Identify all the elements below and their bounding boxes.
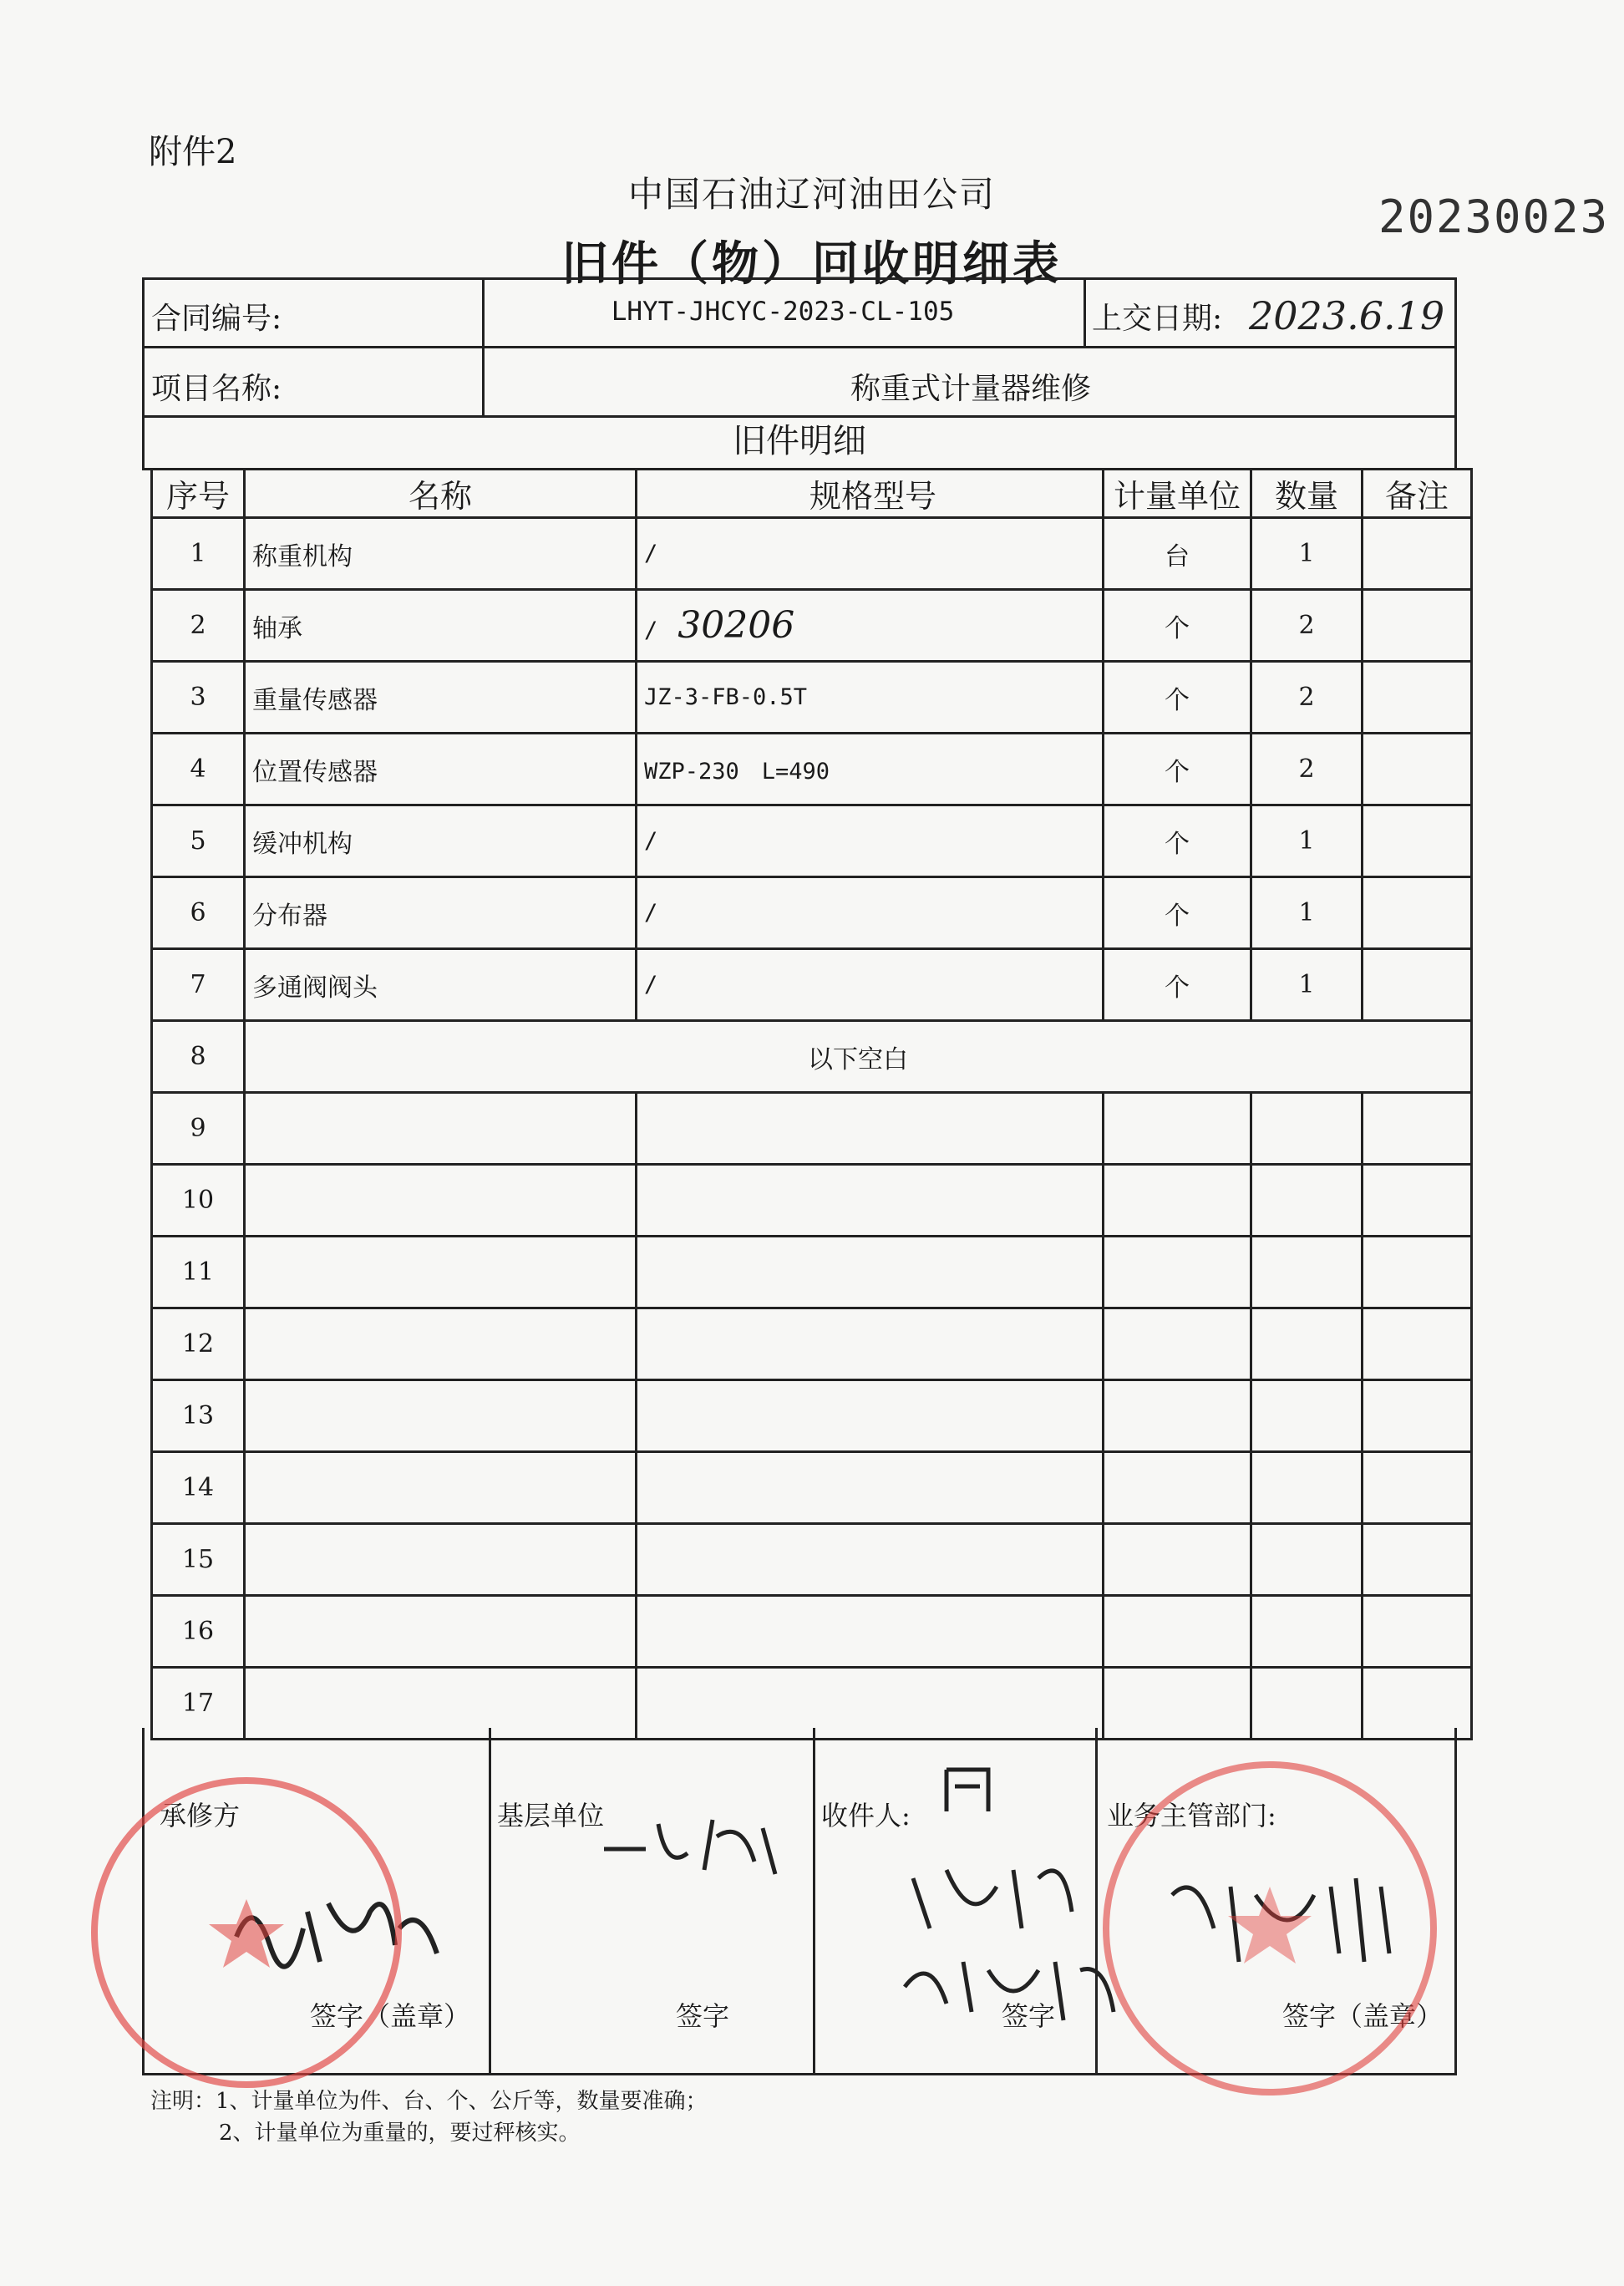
footer-notes <box>150 2085 708 2149</box>
item-remark <box>1363 949 1472 1021</box>
item-name <box>245 1452 637 1524</box>
base-unit-sign-label: 签字 <box>676 2000 730 2032</box>
section-title: 旧件明细 <box>142 415 1457 470</box>
repair-party-label: 承修方 <box>160 1800 241 1831</box>
item-unit <box>1104 1308 1251 1380</box>
item-unit <box>1104 1452 1251 1524</box>
item-qty: 1 <box>1251 805 1363 877</box>
items-table <box>150 468 1473 1740</box>
table-row <box>152 949 1472 1021</box>
row-number: 16 <box>152 1596 245 1668</box>
row-number: 4 <box>152 734 245 805</box>
item-remark <box>1363 1308 1472 1380</box>
item-spec-text: JZ-3-FB-0.5T <box>644 684 808 710</box>
item-remark <box>1363 1596 1472 1668</box>
attachment-label: 附件2 <box>149 133 237 171</box>
col-header-no: 序号 <box>152 470 245 518</box>
item-spec-text: WZP-230 L=490 <box>644 759 830 785</box>
item-remark <box>1363 1380 1472 1452</box>
item-name: 称重机构 <box>245 518 637 590</box>
receiver-sign-label: 签字 <box>1002 2000 1056 2032</box>
item-spec <box>637 1237 1104 1308</box>
note-line-1: 注明：1、计量单位为件、台、个、公斤等，数量要准确； <box>150 2089 708 2114</box>
serial-number: 20230023 <box>1378 190 1610 243</box>
item-spec <box>637 590 1104 662</box>
item-unit: 个 <box>1104 734 1251 805</box>
row-number: 15 <box>152 1524 245 1596</box>
item-unit: 个 <box>1104 949 1251 1021</box>
item-unit <box>1104 1524 1251 1596</box>
item-remark <box>1363 877 1472 949</box>
item-name <box>245 1524 637 1596</box>
table-row <box>152 877 1472 949</box>
item-name: 重量传感器 <box>245 662 637 734</box>
item-name <box>245 1380 637 1452</box>
item-qty: 2 <box>1251 662 1363 734</box>
item-remark <box>1363 1093 1472 1165</box>
item-qty: 1 <box>1251 949 1363 1021</box>
item-qty <box>1251 1308 1363 1380</box>
table-row <box>152 1093 1472 1165</box>
table-row <box>152 518 1472 590</box>
item-spec <box>637 662 1104 734</box>
item-spec <box>637 877 1104 949</box>
contract-label: 合同编号: <box>151 302 282 336</box>
col-header-qty: 数量 <box>1251 470 1363 518</box>
item-unit: 个 <box>1104 662 1251 734</box>
item-qty <box>1251 1380 1363 1452</box>
row-number: 1 <box>152 518 245 590</box>
row-number: 8 <box>152 1021 245 1093</box>
row-number: 5 <box>152 805 245 877</box>
company-name: 中国石油辽河油田公司 <box>627 174 996 215</box>
item-unit: 台 <box>1104 518 1251 590</box>
item-unit <box>1104 1093 1251 1165</box>
dept-label: 业务主管部门: <box>1107 1800 1276 1831</box>
repair-party-sign-label: 签字（盖章） <box>310 2000 471 2032</box>
item-remark <box>1363 805 1472 877</box>
table-row <box>152 1165 1472 1237</box>
item-name: 多通阀阀头 <box>245 949 637 1021</box>
row-number: 2 <box>152 590 245 662</box>
item-name <box>245 1308 637 1380</box>
item-unit: 个 <box>1104 877 1251 949</box>
note-line-2: 2、计量单位为重量的，要过秤核实。 <box>219 2121 581 2146</box>
item-spec <box>637 1308 1104 1380</box>
row-number: 17 <box>152 1668 245 1740</box>
item-spec-text: / <box>644 900 658 926</box>
item-spec <box>637 1093 1104 1165</box>
table-row <box>152 590 1472 662</box>
base-unit-signature <box>596 1803 796 1887</box>
item-unit <box>1104 1380 1251 1452</box>
table-row <box>152 1021 1472 1093</box>
col-header-remark: 备注 <box>1363 470 1472 518</box>
item-unit: 个 <box>1104 805 1251 877</box>
base-unit-label: 基层单位 <box>497 1800 605 1831</box>
row-number: 7 <box>152 949 245 1021</box>
row-number: 10 <box>152 1165 245 1237</box>
receiver-label: 收件人: <box>821 1800 911 1831</box>
item-spec <box>637 949 1104 1021</box>
item-name: 位置传感器 <box>245 734 637 805</box>
item-remark <box>1363 518 1472 590</box>
col-header-spec: 规格型号 <box>637 470 1104 518</box>
item-spec <box>637 1165 1104 1237</box>
item-spec <box>637 1524 1104 1596</box>
item-qty: 2 <box>1251 590 1363 662</box>
table-row <box>152 805 1472 877</box>
row-number: 13 <box>152 1380 245 1452</box>
repair-party-stamp <box>84 1770 409 2096</box>
document-title: 旧件（物）回收明细表 <box>561 236 1063 292</box>
item-remark <box>1363 1524 1472 1596</box>
table-row <box>152 1452 1472 1524</box>
submit-date-value: 2023.6.19 <box>1249 293 1445 338</box>
item-qty <box>1251 1524 1363 1596</box>
item-spec <box>637 518 1104 590</box>
table-row <box>152 1237 1472 1308</box>
item-spec-text: / <box>644 541 658 566</box>
item-qty <box>1251 1165 1363 1237</box>
col-header-name: 名称 <box>245 470 637 518</box>
table-row <box>152 1380 1472 1452</box>
item-name: 缓冲机构 <box>245 805 637 877</box>
table-row <box>152 1308 1472 1380</box>
item-spec-text: / <box>644 972 658 998</box>
item-name <box>245 1596 637 1668</box>
col-header-unit: 计量单位 <box>1104 470 1251 518</box>
item-qty: 1 <box>1251 518 1363 590</box>
item-spec <box>637 805 1104 877</box>
row-number: 14 <box>152 1452 245 1524</box>
item-remark <box>1363 1165 1472 1237</box>
blank-notice: 以下空白 <box>245 1021 1472 1093</box>
item-name: 轴承 <box>245 590 637 662</box>
item-name <box>245 1093 637 1165</box>
row-number: 12 <box>152 1308 245 1380</box>
project-name: 称重式计量器维修 <box>850 372 1091 406</box>
item-name <box>245 1237 637 1308</box>
item-unit: 个 <box>1104 590 1251 662</box>
row-number: 3 <box>152 662 245 734</box>
item-remark <box>1363 734 1472 805</box>
item-remark <box>1363 1452 1472 1524</box>
item-qty <box>1251 1596 1363 1668</box>
project-label: 项目名称: <box>151 372 282 406</box>
item-remark <box>1363 662 1472 734</box>
item-remark <box>1363 1237 1472 1308</box>
table-row <box>152 1524 1472 1596</box>
row-number: 9 <box>152 1093 245 1165</box>
row-number: 11 <box>152 1237 245 1308</box>
dept-stamp <box>1094 1753 1445 2104</box>
table-row <box>152 734 1472 805</box>
row-number: 6 <box>152 877 245 949</box>
item-spec <box>637 1452 1104 1524</box>
item-name <box>245 1165 637 1237</box>
item-unit <box>1104 1165 1251 1237</box>
item-spec <box>637 1596 1104 1668</box>
header-table <box>142 277 1457 418</box>
item-spec-text: / <box>644 828 658 854</box>
table-header-row <box>152 470 1472 518</box>
item-qty <box>1251 1237 1363 1308</box>
item-name: 分布器 <box>245 877 637 949</box>
dept-sign-label: 签字（盖章） <box>1282 2000 1444 2032</box>
item-unit <box>1104 1237 1251 1308</box>
table-row <box>152 662 1472 734</box>
item-qty: 1 <box>1251 877 1363 949</box>
item-unit <box>1104 1596 1251 1668</box>
item-qty: 2 <box>1251 734 1363 805</box>
item-remark <box>1363 590 1472 662</box>
item-qty <box>1251 1452 1363 1524</box>
contract-number: LHYT-JHCYC-2023-CL-105 <box>611 297 955 327</box>
item-spec-text: / <box>644 617 658 643</box>
item-spec-handwritten: 30206 <box>678 604 795 647</box>
item-spec <box>637 734 1104 805</box>
submit-date-label: 上交日期: <box>1092 302 1223 336</box>
item-spec <box>637 1380 1104 1452</box>
table-row <box>152 1596 1472 1668</box>
item-qty <box>1251 1093 1363 1165</box>
